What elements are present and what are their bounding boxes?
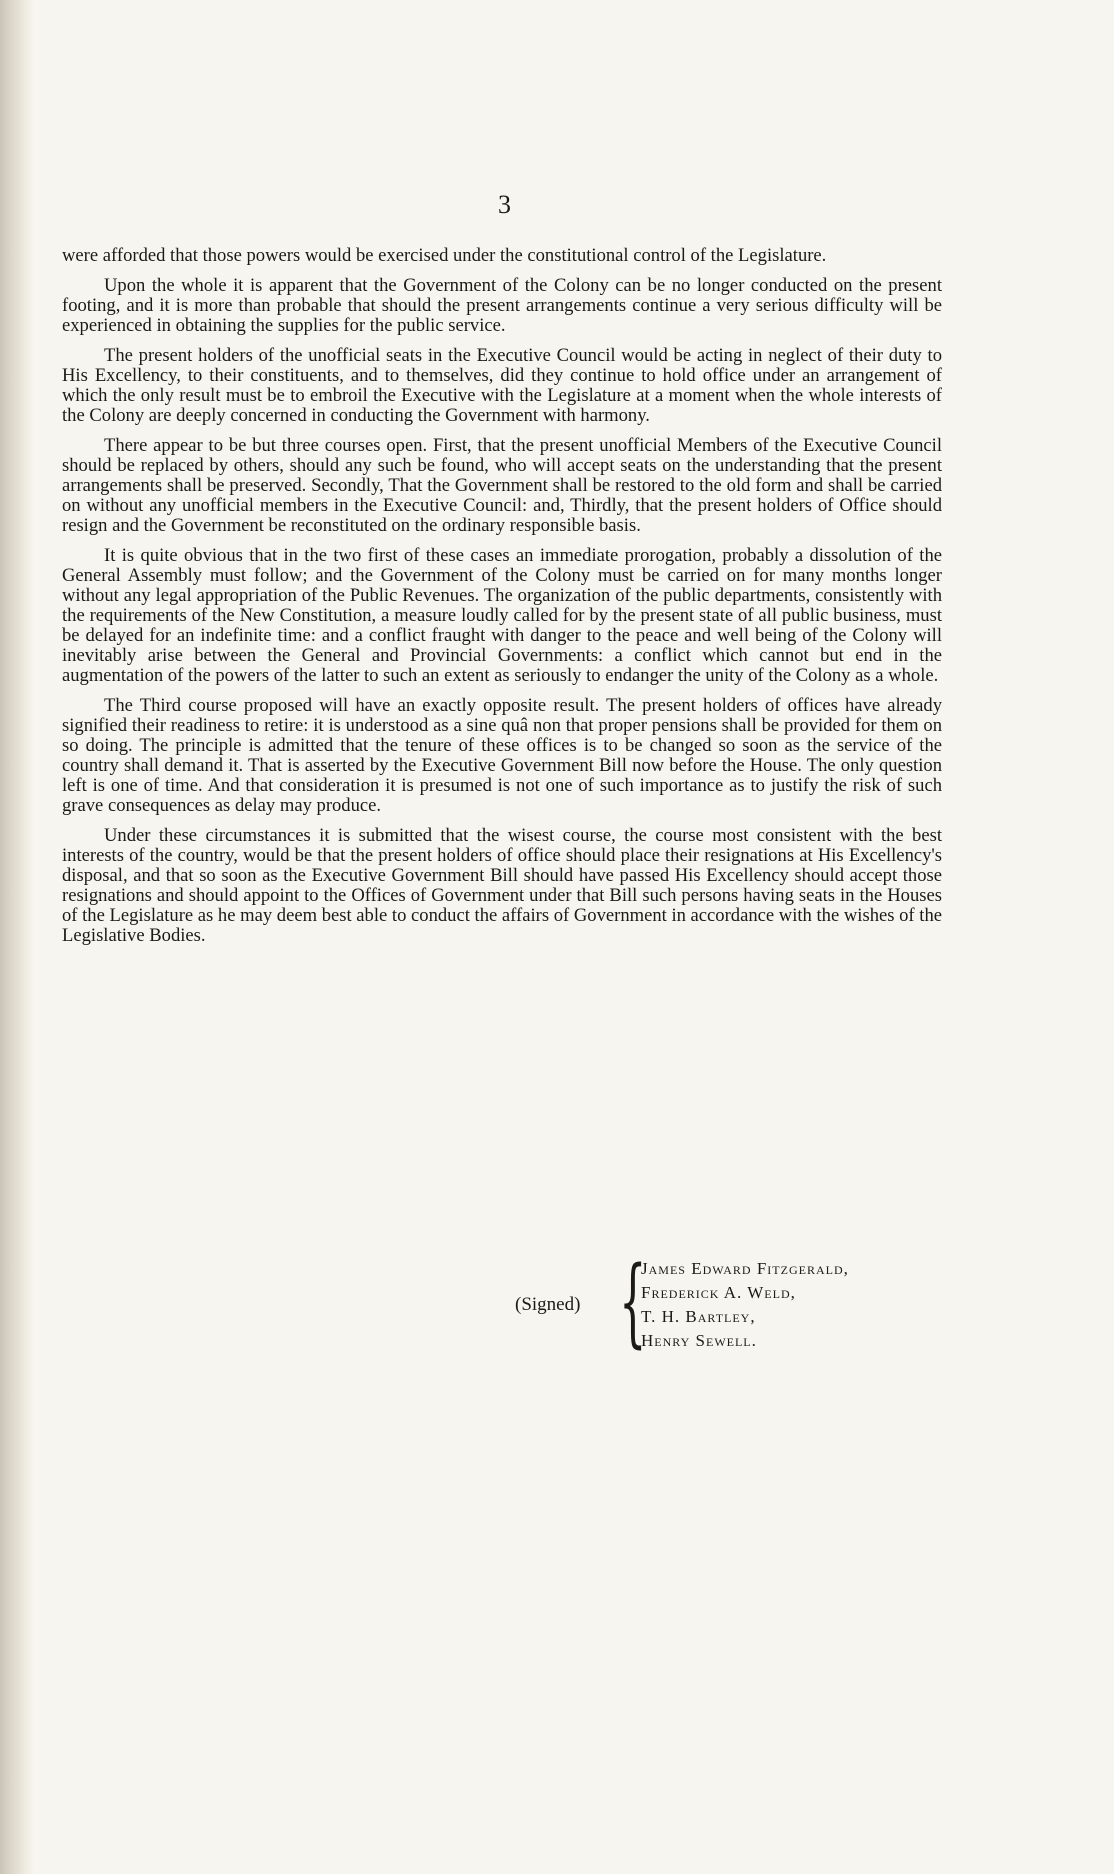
paragraph: It is quite obvious that in the two first of these cases an immediate prorogation, probably a dissolution of the General Assembly must follow; and the Government of the Colony must be carried on for many months longer without any legal appropriation of the Public Revenues. The organization of the public departments, consistently with the requirements of the New Constitution, a measure loudly called for by the present state of all public business, must be delayed for an indefinite time: and a conflict fraught with danger to the peace and well being of the Colony will inevitably arise between the General and Provincial Governments: a conflict which cannot but end in the augmentation of the powers of the latter to such an extent as seriously to endanger the unity of the Colony as a whole.	[62, 545, 942, 686]
paragraph: The Third course proposed will have an exactly opposite result. The present holders of offices have already signified their readiness to retire: it is understood as a sine quâ non that proper pensions shall be provided for them on so doing. The principle is admitted that the tenure of these offices is to be changed so soon as the service of the country shall demand it. That is asserted by the Executive Government Bill now before the House. The only question left is one of time. And that consideration it is presumed is not one of such importance as to justify the risk of such grave consequences as delay may produce.	[62, 695, 942, 816]
paragraph-continued: were afforded that those powers would be exercised under the constitutional control of the Legislature.	[62, 245, 827, 266]
paragraph: There appear to be but three courses open. First, that the present unofficial Members of the Executive Council should be replaced by others, should any such be found, who will accept seats on the understanding that the present arrangements shall be preserved. Secondly, That the Government shall be restored to the old form and shall be carried on without any unofficial members in the Executive Council: and, Thirdly, that the present holders of Office should resign and the Government be reconstituted on the ordinary responsible basis.	[62, 435, 942, 536]
signatory-name: Henry Sewell.	[641, 1331, 757, 1350]
signatory-list	[641, 1257, 849, 1353]
page-number: 3	[498, 190, 512, 219]
signatory-name: T. H. Bartley,	[641, 1307, 756, 1326]
signed-label: (Signed)	[515, 1294, 581, 1315]
signatory-name: Frederick A. Weld,	[641, 1283, 796, 1302]
signature-brace: {	[619, 1246, 647, 1358]
paragraph: Upon the whole it is apparent that the Government of the Colony can be no longer conducted on the present footing, and it is more than probable that should the present arrangements continue a very serious difficulty will be experienced in obtaining the supplies for the public service.	[62, 275, 942, 336]
paragraph: Under these circumstances it is submitted that the wisest course, the course most consistent with the best interests of the country, would be that the present holders of office should place their resignations at His Excellency's disposal, and that so soon as the Executive Government Bill should have passed His Excellency should accept those resignations and should appoint to the Offices of Government under that Bill such persons having seats in the Houses of the Legislature as he may deem best able to conduct the affairs of Government in accordance with the wishes of the Legislative Bodies.	[62, 825, 942, 946]
scanned-page-edge	[0, 0, 34, 1874]
signatory-name: James Edward Fitzgerald,	[641, 1259, 849, 1278]
paragraph: The present holders of the unofficial seats in the Executive Council would be acting in neglect of their duty to His Excellency, to their constituents, and to themselves, did they continue to hold office under an arrangement of which the only result must be to embroil the Executive with the Legislature at a moment when the whole interests of the Colony are deeply concerned in conducting the Government with harmony.	[62, 345, 942, 426]
signature-block	[515, 1246, 955, 1360]
document-body	[62, 246, 942, 956]
